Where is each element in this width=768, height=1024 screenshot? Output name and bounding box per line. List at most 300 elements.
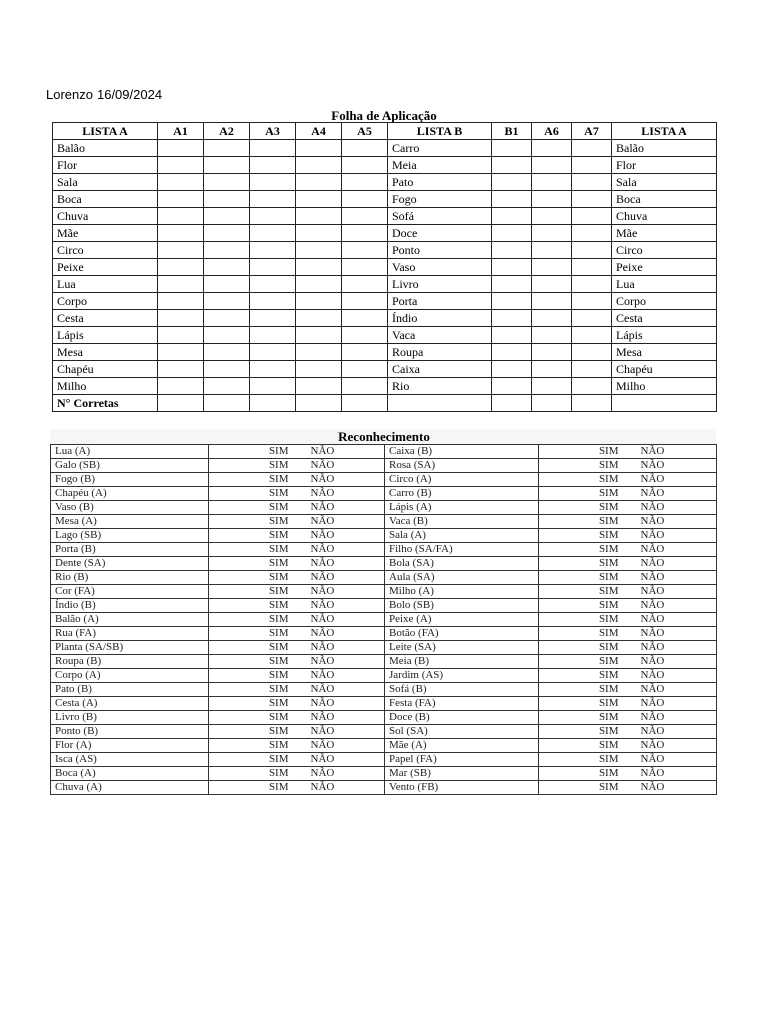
nao-option[interactable]: NÃO — [627, 641, 717, 655]
score-cell[interactable] — [492, 327, 532, 344]
nao-option[interactable]: NÃO — [627, 627, 717, 641]
recognition-word: Filho (SA/FA) — [385, 543, 539, 557]
sim-option[interactable]: SIM — [209, 445, 297, 459]
score-cell[interactable] — [158, 276, 204, 293]
table-row — [51, 613, 717, 627]
score-cell[interactable] — [342, 225, 388, 242]
sim-option[interactable]: SIM — [209, 473, 297, 487]
nao-option[interactable]: NÃO — [297, 543, 385, 557]
score-cell[interactable] — [158, 191, 204, 208]
score-cell[interactable] — [296, 225, 342, 242]
score-cell[interactable] — [204, 157, 250, 174]
score-cell[interactable] — [158, 361, 204, 378]
nao-option[interactable]: NÃO — [297, 445, 385, 459]
sim-option[interactable]: SIM — [209, 515, 297, 529]
table-row — [51, 571, 717, 585]
corretas-cell[interactable] — [296, 395, 342, 412]
score-cell[interactable] — [572, 344, 612, 361]
score-cell[interactable] — [342, 276, 388, 293]
score-cell[interactable] — [250, 157, 296, 174]
table-row — [51, 655, 717, 669]
score-cell[interactable] — [296, 174, 342, 191]
score-cell[interactable] — [492, 259, 532, 276]
corretas-cell[interactable] — [532, 395, 572, 412]
score-cell[interactable] — [492, 344, 532, 361]
nao-option[interactable]: NÃO — [297, 487, 385, 501]
sim-option[interactable]: SIM — [539, 683, 627, 697]
nao-option[interactable]: NÃO — [627, 557, 717, 571]
score-cell[interactable] — [532, 140, 572, 157]
nao-option[interactable]: NÃO — [627, 599, 717, 613]
nao-option[interactable]: NÃO — [627, 781, 717, 795]
score-cell[interactable] — [204, 276, 250, 293]
score-cell[interactable] — [532, 344, 572, 361]
sim-option[interactable]: SIM — [209, 627, 297, 641]
nao-option[interactable]: NÃO — [297, 697, 385, 711]
lista-b-word: Ponto — [388, 242, 492, 259]
score-cell[interactable] — [342, 140, 388, 157]
nao-option[interactable]: NÃO — [297, 613, 385, 627]
score-cell[interactable] — [532, 310, 572, 327]
recognition-word: Aula (SA) — [385, 571, 539, 585]
score-cell[interactable] — [572, 293, 612, 310]
score-cell[interactable] — [204, 225, 250, 242]
score-cell[interactable] — [250, 344, 296, 361]
column-header: LISTA A — [53, 123, 158, 140]
sim-option[interactable]: SIM — [209, 501, 297, 515]
sim-option[interactable]: SIM — [209, 711, 297, 725]
sim-option[interactable]: SIM — [209, 571, 297, 585]
sim-option[interactable]: SIM — [539, 571, 627, 585]
score-cell[interactable] — [492, 208, 532, 225]
nao-option[interactable]: NÃO — [297, 557, 385, 571]
sim-option[interactable]: SIM — [539, 767, 627, 781]
score-cell[interactable] — [296, 157, 342, 174]
sim-option[interactable]: SIM — [539, 613, 627, 627]
score-cell[interactable] — [572, 208, 612, 225]
nao-option[interactable]: NÃO — [297, 599, 385, 613]
score-cell[interactable] — [158, 140, 204, 157]
score-cell[interactable] — [342, 378, 388, 395]
corretas-cell[interactable] — [388, 395, 492, 412]
score-cell[interactable] — [342, 344, 388, 361]
sim-option[interactable]: SIM — [539, 697, 627, 711]
lista-a-word: Cesta — [53, 310, 158, 327]
sim-option[interactable]: SIM — [539, 655, 627, 669]
score-cell[interactable] — [250, 378, 296, 395]
score-cell[interactable] — [492, 174, 532, 191]
score-cell[interactable] — [204, 327, 250, 344]
score-cell[interactable] — [572, 242, 612, 259]
score-cell[interactable] — [204, 310, 250, 327]
nao-option[interactable]: NÃO — [627, 655, 717, 669]
nao-option[interactable]: NÃO — [297, 459, 385, 473]
table-row — [51, 781, 717, 795]
sim-option[interactable]: SIM — [209, 459, 297, 473]
recognition-word: Vaca (B) — [385, 515, 539, 529]
score-cell[interactable] — [250, 242, 296, 259]
score-cell[interactable] — [158, 174, 204, 191]
nao-option[interactable]: NÃO — [627, 515, 717, 529]
score-cell[interactable] — [572, 157, 612, 174]
sim-option[interactable]: SIM — [539, 753, 627, 767]
score-cell[interactable] — [158, 259, 204, 276]
score-cell[interactable] — [204, 293, 250, 310]
score-cell[interactable] — [342, 174, 388, 191]
recognition-word: Milho (A) — [385, 585, 539, 599]
score-cell[interactable] — [204, 344, 250, 361]
lista-a-word-repeat: Chuva — [612, 208, 717, 225]
score-cell[interactable] — [532, 191, 572, 208]
recognition-word: Papel (FA) — [385, 753, 539, 767]
score-cell[interactable] — [250, 310, 296, 327]
score-cell[interactable] — [204, 191, 250, 208]
sim-option[interactable]: SIM — [209, 781, 297, 795]
score-cell[interactable] — [296, 310, 342, 327]
score-cell[interactable] — [296, 327, 342, 344]
lista-a-word: Lua — [53, 276, 158, 293]
nao-option[interactable]: NÃO — [297, 753, 385, 767]
score-cell[interactable] — [492, 191, 532, 208]
sim-option[interactable]: SIM — [539, 739, 627, 753]
table-row — [51, 669, 717, 683]
corretas-cell[interactable] — [492, 395, 532, 412]
sim-option[interactable]: SIM — [209, 683, 297, 697]
reconhecimento-table — [50, 444, 717, 795]
student-name: Lorenzo — [46, 87, 93, 102]
score-cell[interactable] — [492, 140, 532, 157]
sim-option[interactable]: SIM — [539, 515, 627, 529]
sim-option[interactable]: SIM — [209, 529, 297, 543]
sim-option[interactable]: SIM — [539, 557, 627, 571]
score-cell[interactable] — [296, 344, 342, 361]
score-cell[interactable] — [296, 361, 342, 378]
score-cell[interactable] — [492, 378, 532, 395]
score-cell[interactable] — [492, 293, 532, 310]
nao-option[interactable]: NÃO — [627, 473, 717, 487]
score-cell[interactable] — [204, 208, 250, 225]
recognition-word: Flor (A) — [51, 739, 209, 753]
nao-option[interactable]: NÃO — [627, 739, 717, 753]
score-cell[interactable] — [342, 327, 388, 344]
sim-option[interactable]: SIM — [209, 557, 297, 571]
nao-option[interactable]: NÃO — [627, 459, 717, 473]
sim-option[interactable]: SIM — [209, 753, 297, 767]
score-cell[interactable] — [158, 208, 204, 225]
corretas-cell[interactable] — [612, 395, 717, 412]
nao-option[interactable]: NÃO — [627, 697, 717, 711]
aplicacao-header-row — [53, 123, 717, 140]
score-cell[interactable] — [250, 259, 296, 276]
score-cell[interactable] — [532, 361, 572, 378]
recognition-word: Roupa (B) — [51, 655, 209, 669]
recognition-word: Boca (A) — [51, 767, 209, 781]
score-cell[interactable] — [572, 276, 612, 293]
nao-option[interactable]: NÃO — [297, 641, 385, 655]
nao-option[interactable]: NÃO — [297, 571, 385, 585]
score-cell[interactable] — [572, 378, 612, 395]
score-cell[interactable] — [342, 191, 388, 208]
sim-option[interactable]: SIM — [209, 739, 297, 753]
nao-option[interactable]: NÃO — [297, 767, 385, 781]
score-cell[interactable] — [158, 157, 204, 174]
corretas-cell[interactable] — [342, 395, 388, 412]
sim-option[interactable]: SIM — [209, 641, 297, 655]
nao-option[interactable]: NÃO — [627, 753, 717, 767]
lista-a-word: Balão — [53, 140, 158, 157]
nao-option[interactable]: NÃO — [627, 725, 717, 739]
nao-option[interactable]: NÃO — [297, 627, 385, 641]
nao-option[interactable]: NÃO — [627, 571, 717, 585]
sim-option[interactable]: SIM — [539, 711, 627, 725]
sim-option[interactable]: SIM — [539, 669, 627, 683]
sim-option[interactable]: SIM — [209, 697, 297, 711]
score-cell[interactable] — [250, 140, 296, 157]
sim-option[interactable]: SIM — [539, 473, 627, 487]
nao-option[interactable]: NÃO — [297, 529, 385, 543]
score-cell[interactable] — [296, 208, 342, 225]
score-cell[interactable] — [296, 242, 342, 259]
score-cell[interactable] — [572, 310, 612, 327]
nao-option[interactable]: NÃO — [627, 487, 717, 501]
column-header: A6 — [532, 123, 572, 140]
column-header: LISTA A — [612, 123, 717, 140]
column-header: LISTA B — [388, 123, 492, 140]
sim-option[interactable]: SIM — [209, 725, 297, 739]
score-cell[interactable] — [204, 361, 250, 378]
recognition-word: Rio (B) — [51, 571, 209, 585]
table-row — [53, 140, 717, 157]
score-cell[interactable] — [342, 361, 388, 378]
table-row — [53, 327, 717, 344]
score-cell[interactable] — [532, 327, 572, 344]
table-row — [51, 515, 717, 529]
sim-option[interactable]: SIM — [539, 641, 627, 655]
score-cell[interactable] — [204, 378, 250, 395]
recognition-word: Caixa (B) — [385, 445, 539, 459]
sim-option[interactable]: SIM — [539, 725, 627, 739]
score-cell[interactable] — [572, 361, 612, 378]
sim-option[interactable]: SIM — [209, 669, 297, 683]
score-cell[interactable] — [492, 361, 532, 378]
nao-option[interactable]: NÃO — [627, 529, 717, 543]
application-date: 16/09/2024 — [96, 87, 163, 102]
score-cell[interactable] — [532, 157, 572, 174]
score-cell[interactable] — [532, 293, 572, 310]
sim-option[interactable]: SIM — [209, 585, 297, 599]
score-cell[interactable] — [572, 174, 612, 191]
sim-option[interactable]: SIM — [539, 487, 627, 501]
score-cell[interactable] — [532, 242, 572, 259]
sim-option[interactable]: SIM — [539, 459, 627, 473]
score-cell[interactable] — [532, 174, 572, 191]
sim-option[interactable]: SIM — [539, 543, 627, 557]
score-cell[interactable] — [572, 327, 612, 344]
lista-a-word-repeat: Cesta — [612, 310, 717, 327]
nao-option[interactable]: NÃO — [627, 445, 717, 459]
sim-option[interactable]: SIM — [209, 599, 297, 613]
table-row — [53, 242, 717, 259]
lista-b-word: Meia — [388, 157, 492, 174]
lista-a-word: Mesa — [53, 344, 158, 361]
sim-option[interactable]: SIM — [539, 529, 627, 543]
score-cell[interactable] — [532, 225, 572, 242]
lista-a-word-repeat: Boca — [612, 191, 717, 208]
sim-option[interactable]: SIM — [539, 627, 627, 641]
score-cell[interactable] — [532, 378, 572, 395]
recognition-word: Mesa (A) — [51, 515, 209, 529]
recognition-word: Pato (B) — [51, 683, 209, 697]
nao-option[interactable]: NÃO — [297, 585, 385, 599]
score-cell[interactable] — [158, 310, 204, 327]
score-cell[interactable] — [250, 191, 296, 208]
corretas-cell[interactable] — [158, 395, 204, 412]
sim-option[interactable]: SIM — [539, 585, 627, 599]
recognition-word: Dente (SA) — [51, 557, 209, 571]
score-cell[interactable] — [250, 361, 296, 378]
score-cell[interactable] — [296, 140, 342, 157]
nao-option[interactable]: NÃO — [627, 711, 717, 725]
lista-b-word: Índio — [388, 310, 492, 327]
lista-a-word: Milho — [53, 378, 158, 395]
score-cell[interactable] — [296, 259, 342, 276]
nao-option[interactable]: NÃO — [627, 683, 717, 697]
nao-option[interactable]: NÃO — [297, 781, 385, 795]
score-cell[interactable] — [572, 259, 612, 276]
score-cell[interactable] — [296, 378, 342, 395]
score-cell[interactable] — [250, 327, 296, 344]
nao-option[interactable]: NÃO — [297, 515, 385, 529]
score-cell[interactable] — [492, 276, 532, 293]
score-cell[interactable] — [342, 208, 388, 225]
table-row — [53, 208, 717, 225]
recognition-word: Corpo (A) — [51, 669, 209, 683]
nao-option[interactable]: NÃO — [627, 767, 717, 781]
score-cell[interactable] — [250, 276, 296, 293]
score-cell[interactable] — [572, 140, 612, 157]
lista-a-word-repeat: Chapéu — [612, 361, 717, 378]
sim-option[interactable]: SIM — [209, 487, 297, 501]
aplicacao-table — [52, 122, 717, 412]
lista-b-word: Carro — [388, 140, 492, 157]
nao-option[interactable]: NÃO — [627, 669, 717, 683]
score-cell[interactable] — [532, 208, 572, 225]
score-cell[interactable] — [296, 191, 342, 208]
score-cell[interactable] — [492, 310, 532, 327]
score-cell[interactable] — [532, 276, 572, 293]
nao-option[interactable]: NÃO — [627, 543, 717, 557]
lista-a-word-repeat: Lápis — [612, 327, 717, 344]
score-cell[interactable] — [204, 242, 250, 259]
nao-option[interactable]: NÃO — [297, 683, 385, 697]
corretas-cell[interactable] — [204, 395, 250, 412]
lista-a-word: Corpo — [53, 293, 158, 310]
score-cell[interactable] — [572, 191, 612, 208]
table-row — [51, 529, 717, 543]
lista-a-word-repeat: Milho — [612, 378, 717, 395]
nao-option[interactable]: NÃO — [627, 585, 717, 599]
corretas-row — [53, 395, 717, 412]
lista-b-word: Caixa — [388, 361, 492, 378]
nao-option[interactable]: NÃO — [297, 501, 385, 515]
score-cell[interactable] — [296, 276, 342, 293]
nao-option[interactable]: NÃO — [627, 613, 717, 627]
table-row — [51, 487, 717, 501]
score-cell[interactable] — [158, 327, 204, 344]
corretas-cell[interactable] — [250, 395, 296, 412]
lista-a-word: Chapéu — [53, 361, 158, 378]
table-row — [51, 585, 717, 599]
score-cell[interactable] — [204, 140, 250, 157]
score-cell[interactable] — [250, 293, 296, 310]
score-cell[interactable] — [250, 208, 296, 225]
sim-option[interactable]: SIM — [539, 445, 627, 459]
score-cell[interactable] — [158, 293, 204, 310]
score-cell[interactable] — [342, 242, 388, 259]
lista-b-word: Livro — [388, 276, 492, 293]
lista-b-word: Doce — [388, 225, 492, 242]
corretas-cell[interactable] — [572, 395, 612, 412]
table-row — [51, 711, 717, 725]
score-cell[interactable] — [342, 293, 388, 310]
recognition-word: Galo (SB) — [51, 459, 209, 473]
sim-option[interactable]: SIM — [539, 781, 627, 795]
nao-option[interactable]: NÃO — [297, 473, 385, 487]
sim-option[interactable]: SIM — [209, 655, 297, 669]
sim-option[interactable]: SIM — [209, 543, 297, 557]
score-cell[interactable] — [532, 259, 572, 276]
lista-b-word: Sofá — [388, 208, 492, 225]
score-cell[interactable] — [342, 157, 388, 174]
lista-a-word-repeat: Mesa — [612, 344, 717, 361]
nao-option[interactable]: NÃO — [297, 739, 385, 753]
score-cell[interactable] — [342, 259, 388, 276]
sim-option[interactable]: SIM — [539, 599, 627, 613]
lista-b-word: Pato — [388, 174, 492, 191]
nao-option[interactable]: NÃO — [297, 711, 385, 725]
sim-option[interactable]: SIM — [539, 501, 627, 515]
recognition-word: Porta (B) — [51, 543, 209, 557]
score-cell[interactable] — [342, 310, 388, 327]
score-cell[interactable] — [204, 174, 250, 191]
sim-option[interactable]: SIM — [209, 613, 297, 627]
table-row — [53, 310, 717, 327]
score-cell[interactable] — [492, 225, 532, 242]
nao-option[interactable]: NÃO — [297, 669, 385, 683]
score-cell[interactable] — [158, 242, 204, 259]
score-cell[interactable] — [158, 344, 204, 361]
score-cell[interactable] — [296, 293, 342, 310]
nao-option[interactable]: NÃO — [627, 501, 717, 515]
score-cell[interactable] — [204, 259, 250, 276]
score-cell[interactable] — [492, 242, 532, 259]
student-header — [46, 87, 162, 102]
score-cell[interactable] — [250, 225, 296, 242]
lista-a-word-repeat: Sala — [612, 174, 717, 191]
table-row — [53, 361, 717, 378]
sim-option[interactable]: SIM — [209, 767, 297, 781]
nao-option[interactable]: NÃO — [297, 655, 385, 669]
lista-a-word: Mãe — [53, 225, 158, 242]
nao-option[interactable]: NÃO — [297, 725, 385, 739]
score-cell[interactable] — [158, 225, 204, 242]
recognition-word: Sofá (B) — [385, 683, 539, 697]
table-row — [51, 753, 717, 767]
score-cell[interactable] — [572, 225, 612, 242]
score-cell[interactable] — [250, 174, 296, 191]
score-cell[interactable] — [492, 157, 532, 174]
score-cell[interactable] — [158, 378, 204, 395]
